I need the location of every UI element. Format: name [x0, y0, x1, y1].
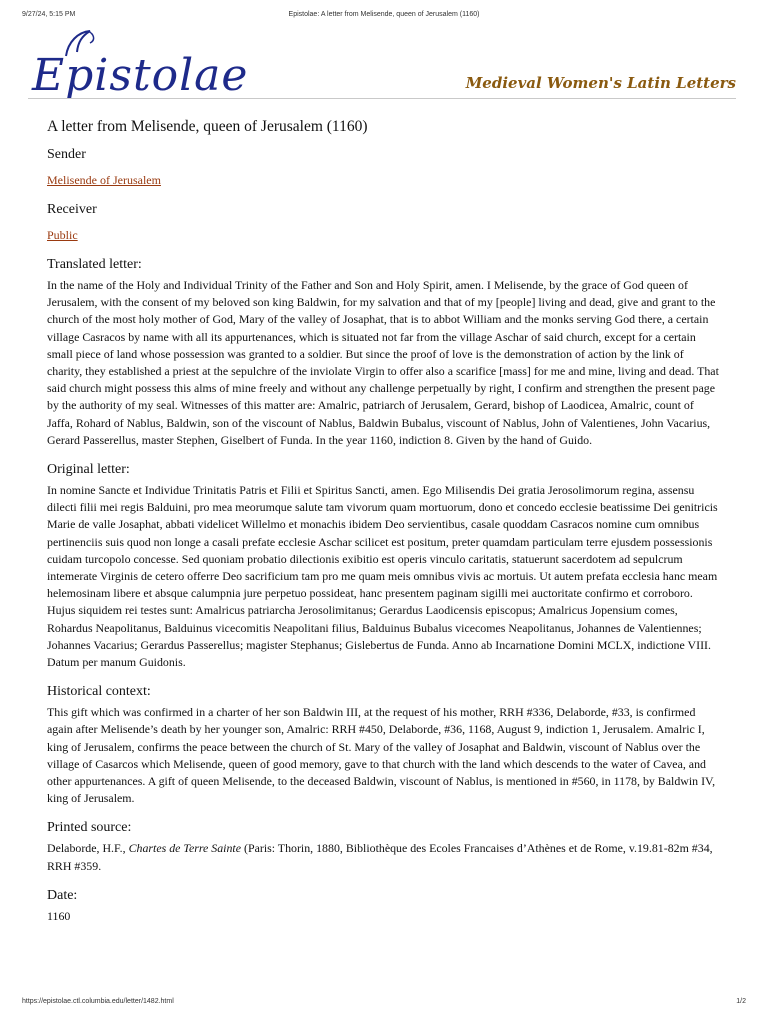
source-prefix: Delaborde, H.F.,	[47, 841, 129, 856]
original-heading: Original letter:	[47, 462, 130, 478]
translated-section	[47, 257, 719, 449]
context-heading: Historical context:	[47, 684, 151, 700]
letter-content	[47, 118, 719, 925]
print-page-number: 1/2	[736, 998, 746, 1005]
sender-link[interactable]: Melisende of Jerusalem	[47, 173, 161, 187]
date-heading: Date:	[47, 887, 78, 903]
site-tagline: Medieval Women's Latin Letters	[465, 74, 736, 92]
date-value: 1160	[47, 908, 71, 923]
translated-text: In the name of the Holy and Individual Trinity of the Father and Son and Holy Spirit, amen. I Melisende, by the grace of God queen of Jerusalem, with the consent of my beloved son king Baldwin, for my salvation and that of my [people] living and dead, give and grant to the church of the most holy mother of God, Mary of the valley of Josaphat, that is to abbot William and the monks serving God there, a certain village Casracos by name with all its appurtenances, which is situated not far from the village Aschar of said church, except for a certain small piece of land whose possession was granted to a soldier. But since the proof of love is the demonstration of action by the link of charity, they established a priest at the sepulchre of the inviolate Virgin to offer also a scarifice [mass] for me and mine, living and dead. That said church might possess this alms of mine freely and without any challenge perpetually by right, I confirm and strengthen the present page by the authority of my seal. Witnesses of this matter are: Amalric, patriarch of Jerusalem, Gerard, bishop of Laodicea, Amalric, count of Jaffa, Rohard of Nablus, Baldwin, son of the viscount of Nablus, Baldwin Bubalus, viscount of Nablus, John of Valentienes, John Vacarius, Gerard Passerellus, master Stephen, Giselbert of Funda. In the year 1160, indiction 8. Given by the hand of Guido.	[47, 278, 719, 447]
original-section	[47, 462, 719, 671]
print-document-title: Epistolae: A letter from Melisende, queen of Jerusalem (1160)	[288, 11, 480, 18]
receiver-section	[47, 202, 719, 243]
source-heading: Printed source:	[47, 820, 132, 836]
print-footer	[22, 998, 746, 1010]
source-section	[47, 820, 719, 874]
context-text: This gift which was confirmed in a charter of her son Baldwin III, at the request of his mother, RRH #336, Delaborde, #33, is confirmed again after Melisende’s death by her younger son, Amalric: RRH #450, Delaborde, #36, 1168, August 9, indiction 1, Jerusalem. Amalric I, king of Jerusalem, confirms the peace between the church of St. Mary of the valley of Josaphat and Baldwin, viscount of Nablus over the village of Casarcos which Melisende, queen of good memory, gave to that church with the land which descends to the water of Cavea, and other appurtenances. A gift of queen Melisende, to the deceased Baldwin, viscount of Nablus, is mentioned in #560, in 1178, by Baldwin IV, king of Jerusalem.	[47, 705, 716, 806]
translated-heading: Translated letter:	[47, 257, 142, 272]
original-text: In nomine Sancte et Individue Trinitatis Patris et Filii et Spiritus Sancti, amen. Ego Milisendis Dei gratia Jerosolimorum regina, assensu dilecti filii mei regis Balduini, pro mea meorumque salute tam vivorum quam mortuorum, dono et concedo ecclesie beatissime Dei genitricis Marie de valle Josaphat, abbati videlicet Willelmo et monachis ibidem Deo servientibus, casale quoddam Casracos nomine cum omnibus pertinenciis suis quod non longe a casali prefate ecclesie Aschar scilicet est positum, preter quamdam particulam terre ejusdem possessionis cuidam turcopolo concesse. Sed quoniam probatio dilectionis exibitio est operis vinculo caritatis, statuerunt sacerdotem ad sepulcrum intemerate Virginis de cetero offerre Deo sacrificium tam pro me quam meis omnibus vivis ac mortuis. Ut autem prefata ecclesia hanc meam helemosinam libere et absque calumpnia jure perpetuo possideat, hanc presentem paginam sigilli mei auctoritate confirmo et corroboro. Hujus siquidem rei testes sunt: Amalricus patriarcha Jerosolimitanus; Gerardus Laodicensis episcopus; Amalricus Jopensium comes, Rohardus Neapolitanus, Balduinus vicecomitis Neapolitani filius, Balduinus Bubalus vicecomes Neapolitanus, Johannes de Valentiennes; Johannes Vacarius; Gerardus Passerellus; magister Stephanus; Gislebertus de Funda. Anno ab Incarnatione Domini MCLX, indictione VIII. Datum per manum Guidonis.	[47, 483, 718, 670]
source-title: Chartes de Terre Sainte	[128, 841, 242, 856]
context-section	[47, 684, 719, 807]
letter-title: A letter from Melisende, queen of Jerusalem (1160)	[47, 118, 368, 135]
date-section	[47, 888, 719, 925]
print-date: 9/27/24, 5:15 PM	[22, 11, 76, 18]
site-logo[interactable]: Epistolae	[32, 50, 249, 101]
masthead-divider	[28, 98, 736, 99]
print-header	[22, 11, 746, 23]
receiver-heading: Receiver	[47, 202, 97, 217]
source-suffix: (Paris: Thorin, 1880, Bibliothèque des Ecoles Francaises d’Athènes et de Rome, v.19.81-82m #34, RRH #359.	[47, 841, 713, 873]
receiver-link[interactable]: Public	[47, 228, 78, 242]
print-url: https://epistolae.ctl.columbia.edu/letter/1482.html	[22, 998, 174, 1005]
sender-section	[47, 147, 719, 188]
source-text	[47, 840, 719, 874]
sender-heading: Sender	[47, 147, 86, 162]
site-masthead	[28, 28, 736, 100]
